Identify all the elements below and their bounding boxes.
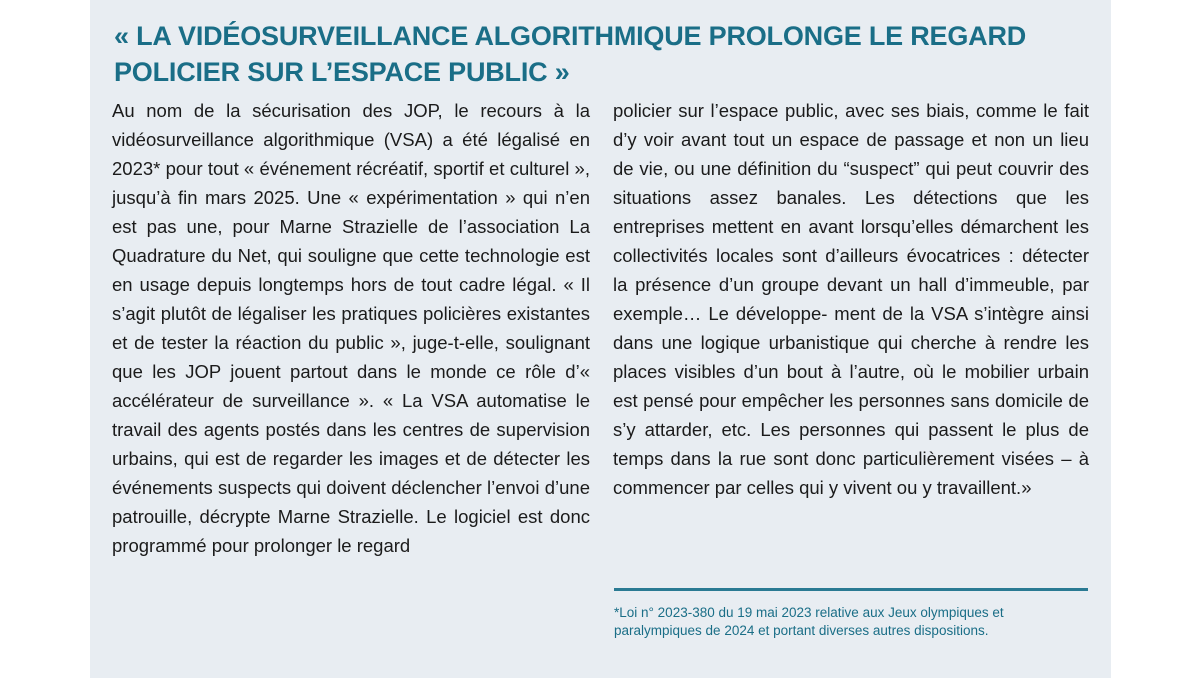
footnote-divider <box>614 588 1088 591</box>
article-title: « LA VIDÉOSURVEILLANCE ALGORITHMIQUE PROLONGE LE REGARD POLICIER SUR L’ESPACE PUBLIC » <box>114 21 1027 87</box>
article-panel <box>90 0 1111 678</box>
left-column-text: Au nom de la sécurisation des JOP, le recours à la vidéosurveillance algorithmique (VSA) a été légalisé en 2023* pour tout « événement récréatif, sportif et culturel », jusqu’à fin mars 2025. Une « expérimentation » qui n’en est pas une, pour Marne Strazielle de l’association La Quadrature du Net, qui souligne que cette technologie est en usage depuis longtemps hors de tout cadre légal. « Il s’agit plutôt de légaliser les pratiques policières existantes et de tester la réaction du public », juge-t-elle, soulignant que les JOP jouent partout dans le monde ce rôle d’« accélérateur de surveillance ». « La VSA automatise le travail des agents postés dans les centres de supervision urbains, qui est de regarder les images et de détecter les événements suspects qui doivent déclencher l’envoi d’une patrouille, décrypte Marne Strazielle. Le logiciel est donc programmé pour prolonger le regard <box>112 100 590 556</box>
right-column <box>613 96 1089 502</box>
footnote: *Loi n° 2023-380 du 19 mai 2023 relative aux Jeux olympiques et paralympiques de 2024 et portant diverses autres dispositions. <box>614 605 1004 638</box>
right-column-text: policier sur l’espace public, avec ses biais, comme le fait d’y voir avant tout un espace de passage et non un lieu de vie, ou une définition du “suspect” qui peut couvrir des situations assez banales. Les détections que les entreprises mettent en avant lorsqu’elles démarchent les collectivités locales sont d’ailleurs évocatrices : détecter la présence d’un groupe devant un hall d’immeuble, par exemple… Le développe- ment de la VSA s’intègre ainsi dans une logique urbanistique qui cherche à rendre les places visibles d’un bout à l’autre, où le mobilier urbain est pensé pour empêcher les personnes sans domicile de s’y attarder, etc. Les personnes qui passent le plus de temps dans la rue sont donc particulièrement visées – à commencer par celles qui y vivent ou y travaillent.» <box>613 100 1089 498</box>
left-column <box>112 96 590 560</box>
